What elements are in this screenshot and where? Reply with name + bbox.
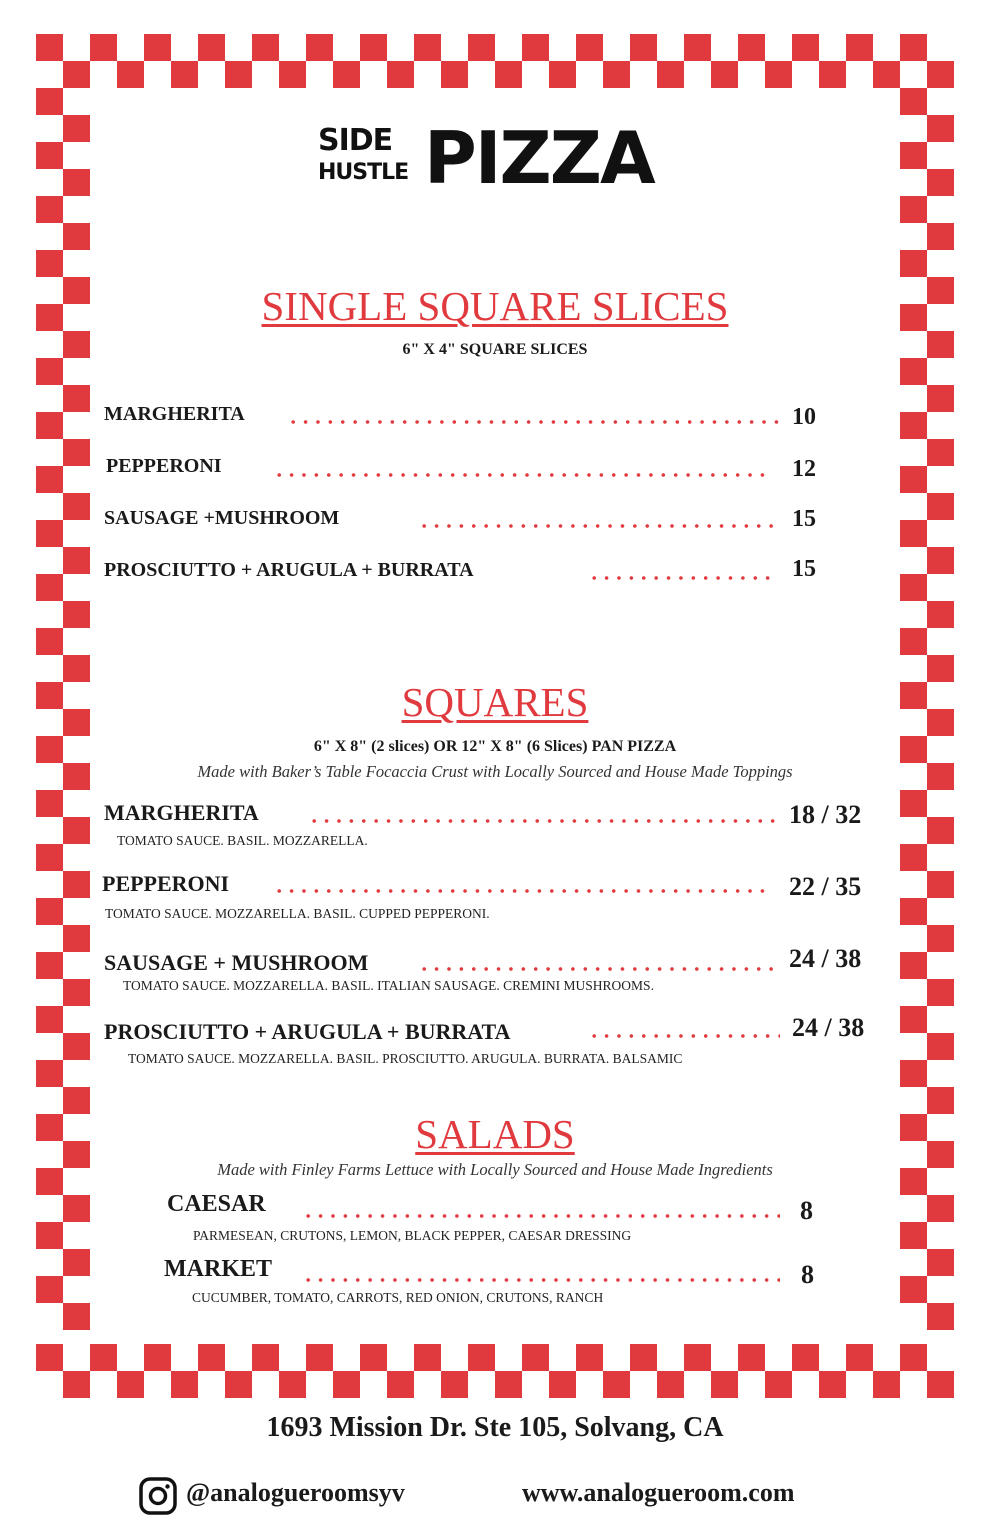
border-square-bottom <box>846 1344 873 1371</box>
border-square-top <box>711 61 738 88</box>
border-square-bottom <box>306 1344 333 1371</box>
squares-item-leader-1 <box>273 888 770 894</box>
border-square-top <box>306 34 333 61</box>
border-square-right <box>927 493 954 520</box>
squares-note: Made with Baker’s Table Focaccia Crust with Locally Sourced and House Made Toppings <box>197 762 793 781</box>
border-square-left <box>36 898 63 925</box>
border-square-left <box>36 520 63 547</box>
border-square-right <box>900 1222 927 1249</box>
salads-note: Made with Finley Farms Lettuce with Locally Sourced and House Made Ingredients <box>217 1160 773 1179</box>
single-item-leader-0 <box>287 419 783 425</box>
side-hustle-pizza-logo <box>318 116 674 200</box>
border-square-left <box>63 115 90 142</box>
squares-title: SQUARES <box>401 679 589 725</box>
border-square-left <box>36 844 63 871</box>
border-square-bottom <box>117 1371 144 1398</box>
salads-item-leader-1 <box>302 1277 780 1283</box>
border-square-right <box>900 358 927 385</box>
border-square-left <box>63 817 90 844</box>
border-square-bottom <box>819 1371 846 1398</box>
border-square-right <box>927 439 954 466</box>
border-square-left <box>36 574 63 601</box>
squares-item-desc-3: TOMATO SAUCE. MOZZARELLA. BASIL. PROSCIUTTO. ARUGULA. BURRATA. BALSAMIC <box>128 1051 683 1066</box>
border-square-right <box>900 574 927 601</box>
border-square-top <box>873 61 900 88</box>
border-square-left <box>36 412 63 439</box>
border-square-top <box>495 61 522 88</box>
squares-subtitle: 6" X 8" (2 slices) OR 12" X 8" (6 Slices) PAN PIZZA <box>313 738 677 755</box>
single-slices-title: SINGLE SQUARE SLICES <box>261 283 729 329</box>
border-square-top <box>333 61 360 88</box>
border-square-left <box>36 88 63 115</box>
border-square-right <box>927 1249 954 1276</box>
border-square-right <box>927 223 954 250</box>
border-square-top <box>792 34 819 61</box>
border-square-top <box>738 34 765 61</box>
squares-item-name-1: PEPPERONI <box>102 871 230 896</box>
border-square-left <box>63 1195 90 1222</box>
salads-title: SALADS <box>415 1111 575 1157</box>
border-square-bottom <box>576 1344 603 1371</box>
border-square-bottom <box>522 1344 549 1371</box>
border-square-right <box>900 1060 927 1087</box>
border-square-right <box>900 520 927 547</box>
single-item-price-1: 12 <box>792 456 816 482</box>
border-square-right <box>900 790 927 817</box>
single-item-name-0: MARGHERITA <box>104 403 245 425</box>
border-square-top <box>630 34 657 61</box>
border-square-top <box>846 34 873 61</box>
border-square-bottom <box>441 1371 468 1398</box>
border-square-top <box>522 34 549 61</box>
logo-hustle-text: HUSTLE <box>318 160 409 185</box>
border-square-right <box>927 169 954 196</box>
border-square-bottom <box>927 1371 954 1398</box>
squares-item-leader-0 <box>308 818 776 824</box>
border-square-left <box>36 1276 63 1303</box>
border-square-right <box>927 817 954 844</box>
border-square-bottom <box>90 1344 117 1371</box>
salads-item-desc-0: PARMESEAN, CRUTONS, LEMON, BLACK PEPPER, CAESAR DRESSING <box>193 1228 632 1243</box>
border-square-right <box>900 628 927 655</box>
border-square-bottom <box>873 1371 900 1398</box>
squares-item-price-0: 18 / 32 <box>789 800 862 829</box>
border-square-left <box>36 790 63 817</box>
border-square-bottom <box>630 1344 657 1371</box>
border-square-top <box>171 61 198 88</box>
border-square-top <box>576 34 603 61</box>
border-square-left <box>36 628 63 655</box>
border-square-top <box>927 61 954 88</box>
salads-item-desc-1: CUCUMBER, TOMATO, CARROTS, RED ONION, CRUTONS, RANCH <box>192 1290 604 1305</box>
squares-item-name-2: SAUSAGE + MUSHROOM <box>104 950 369 975</box>
border-square-top <box>198 34 225 61</box>
border-square-right <box>927 1303 954 1330</box>
border-square-bottom <box>360 1344 387 1371</box>
border-square-top <box>279 61 306 88</box>
logo-side-text: SIDE <box>318 123 393 158</box>
border-square-left <box>63 1033 90 1060</box>
single-item-price-3: 15 <box>792 556 816 582</box>
border-square-right <box>927 1195 954 1222</box>
border-square-left <box>63 871 90 898</box>
border-square-bottom <box>549 1371 576 1398</box>
border-square-right <box>900 466 927 493</box>
squares-item-leader-3 <box>588 1033 780 1039</box>
border-square-bottom <box>279 1371 306 1398</box>
border-square-top <box>765 61 792 88</box>
border-square-left <box>36 142 63 169</box>
border-square-top <box>819 61 846 88</box>
border-square-bottom <box>333 1371 360 1398</box>
salads-item-price-1: 8 <box>801 1260 814 1289</box>
border-square-bottom <box>468 1344 495 1371</box>
border-square-bottom <box>414 1344 441 1371</box>
border-square-top <box>387 61 414 88</box>
squares-item-desc-1: TOMATO SAUCE. MOZZARELLA. BASIL. CUPPED PEPPERONI. <box>105 906 490 921</box>
border-square-bottom <box>792 1344 819 1371</box>
border-square-right <box>927 871 954 898</box>
border-square-bottom <box>603 1371 630 1398</box>
squares-item-price-3: 24 / 38 <box>792 1013 865 1042</box>
border-square-top <box>603 61 630 88</box>
border-square-top <box>468 34 495 61</box>
border-square-right <box>900 1276 927 1303</box>
border-square-top <box>63 61 90 88</box>
single-slices-subtitle: 6" X 4" SQUARE SLICES <box>402 341 588 358</box>
border-square-right <box>900 1006 927 1033</box>
salads-item-price-0: 8 <box>800 1196 813 1225</box>
squares-item-leader-2 <box>418 966 778 972</box>
squares-item-name-0: MARGHERITA <box>104 800 259 825</box>
single-item-name-1: PEPPERONI <box>106 455 222 477</box>
single-item-leader-1 <box>273 472 767 478</box>
border-square-right <box>900 88 927 115</box>
border-square-top <box>441 61 468 88</box>
border-square-bottom <box>198 1344 225 1371</box>
border-square-top <box>117 61 144 88</box>
restaurant-address: 1693 Mission Dr. Ste 105, Solvang, CA <box>266 1412 724 1443</box>
border-square-left <box>63 1303 90 1330</box>
border-square-right <box>900 412 927 439</box>
border-square-right <box>900 250 927 277</box>
salads-item-leader-0 <box>302 1213 780 1219</box>
border-square-top <box>90 34 117 61</box>
border-square-bottom <box>495 1371 522 1398</box>
border-square-left <box>36 1060 63 1087</box>
border-square-right <box>927 925 954 952</box>
border-square-bottom <box>765 1371 792 1398</box>
border-square-left <box>63 493 90 520</box>
border-square-bottom <box>63 1371 90 1398</box>
border-square-right <box>927 979 954 1006</box>
border-square-left <box>36 1006 63 1033</box>
salads-item-name-1: MARKET <box>164 1256 272 1282</box>
border-square-bottom <box>36 1344 63 1371</box>
border-square-bottom <box>171 1371 198 1398</box>
border-square-left <box>63 439 90 466</box>
squares-item-price-1: 22 / 35 <box>789 872 862 901</box>
border-square-left <box>63 1249 90 1276</box>
border-square-top <box>684 34 711 61</box>
logo-pizza-text: PIZZA <box>424 116 654 200</box>
border-square-top <box>414 34 441 61</box>
border-square-right <box>927 547 954 574</box>
border-square-bottom <box>684 1344 711 1371</box>
border-square-bottom <box>252 1344 279 1371</box>
border-square-top <box>36 34 63 61</box>
border-square-top <box>360 34 387 61</box>
border-square-right <box>927 115 954 142</box>
border-square-bottom <box>387 1371 414 1398</box>
border-square-top <box>144 34 171 61</box>
border-square-right <box>900 898 927 925</box>
border-square-bottom <box>900 1344 927 1371</box>
border-square-right <box>900 952 927 979</box>
squares-item-name-3: PROSCIUTTO + ARUGULA + BURRATA <box>104 1019 511 1044</box>
instagram-handle[interactable]: @analogueroomsyv <box>186 1478 405 1507</box>
border-square-left <box>36 196 63 223</box>
single-item-leader-3 <box>588 575 778 581</box>
border-square-right <box>900 844 927 871</box>
border-square-top <box>225 61 252 88</box>
border-square-right <box>927 601 954 628</box>
border-square-left <box>36 250 63 277</box>
border-square-top <box>549 61 576 88</box>
border-square-right <box>927 385 954 412</box>
border-square-right <box>900 196 927 223</box>
salads-item-name-0: CAESAR <box>167 1191 266 1217</box>
instagram-icon[interactable] <box>138 1476 178 1516</box>
border-square-left <box>63 385 90 412</box>
squares-item-price-2: 24 / 38 <box>789 944 862 973</box>
single-item-price-2: 15 <box>792 506 816 532</box>
border-square-top <box>900 34 927 61</box>
border-square-bottom <box>144 1344 171 1371</box>
border-square-right <box>927 1033 954 1060</box>
border-square-left <box>63 547 90 574</box>
single-item-name-3: PROSCIUTTO + ARUGULA + BURRATA <box>104 559 474 581</box>
border-square-bottom <box>225 1371 252 1398</box>
border-square-left <box>36 358 63 385</box>
single-item-price-0: 10 <box>792 404 816 430</box>
border-square-right <box>900 142 927 169</box>
squares-item-desc-0: TOMATO SAUCE. BASIL. MOZZARELLA. <box>117 833 368 848</box>
border-square-bottom <box>657 1371 684 1398</box>
border-square-left <box>63 925 90 952</box>
border-square-left <box>36 1222 63 1249</box>
border-square-left <box>36 952 63 979</box>
border-square-bottom <box>711 1371 738 1398</box>
border-square-bottom <box>738 1344 765 1371</box>
border-square-left <box>63 601 90 628</box>
border-square-top <box>252 34 279 61</box>
single-item-name-2: SAUSAGE +MUSHROOM <box>104 507 340 529</box>
border-square-left <box>63 169 90 196</box>
border-square-left <box>36 466 63 493</box>
border-square-left <box>63 979 90 1006</box>
single-item-leader-2 <box>418 523 776 529</box>
squares-item-desc-2: TOMATO SAUCE. MOZZARELLA. BASIL. ITALIAN SAUSAGE. CREMINI MUSHROOMS. <box>123 978 654 993</box>
border-square-left <box>63 223 90 250</box>
website-link[interactable]: www.analogueroom.com <box>522 1478 795 1507</box>
border-square-top <box>657 61 684 88</box>
